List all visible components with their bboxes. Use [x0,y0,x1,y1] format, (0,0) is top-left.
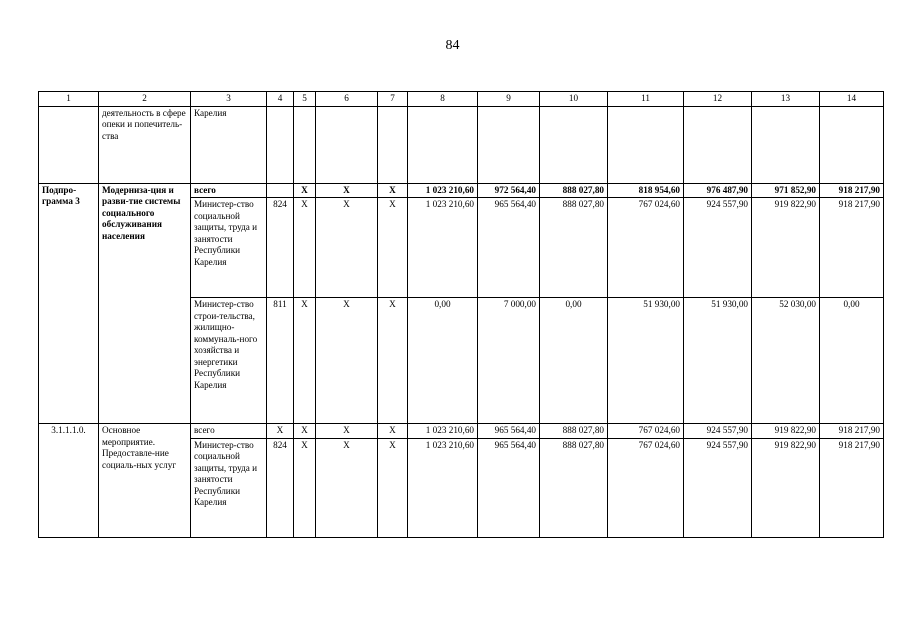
column-header: 13 [752,92,820,107]
column-header: 7 [378,92,408,107]
rz-cell: X [294,424,316,439]
executor-cell: Министер-ство социальной защиты, труда и занятости Республики Карелия [191,438,267,537]
continuation-executor: Карелия [191,106,267,183]
column-header: 8 [408,92,478,107]
value-cell: 888 027,80 [540,424,608,439]
column-header: 5 [294,92,316,107]
table-row-subprogram-total [39,183,884,198]
value-cell: 1 023 210,60 [408,438,478,537]
value-cell: 972 564,40 [478,183,540,198]
value-cell: 919 822,90 [752,424,820,439]
executor-cell: всего [191,424,267,439]
budget-table [38,91,884,538]
value-cell: 1 023 210,60 [408,183,478,198]
value-cell: 924 557,90 [684,424,752,439]
vr-cell: X [378,438,408,537]
column-header: 14 [820,92,884,107]
value-cell: 0,00 [408,298,478,424]
column-header: 6 [316,92,378,107]
vr-cell: X [378,424,408,439]
value-cell: 0,00 [820,298,884,424]
column-header: 3 [191,92,267,107]
value-cell: 965 564,40 [478,424,540,439]
value-cell: 965 564,40 [478,438,540,537]
value-cell: 919 822,90 [752,198,820,298]
csr-cell: X [316,198,378,298]
value-cell: 52 030,00 [752,298,820,424]
rz-cell: X [294,183,316,198]
csr-cell: X [316,298,378,424]
column-header: 2 [99,92,191,107]
value-cell: 918 217,90 [820,183,884,198]
value-cell: 918 217,90 [820,424,884,439]
csr-cell: X [316,438,378,537]
column-header: 1 [39,92,99,107]
csr-cell: X [316,183,378,198]
csr-cell: X [316,424,378,439]
column-number-row [39,92,884,107]
continuation-name: деятельность в сфере опеки и попечитель-ства [99,106,191,183]
grbs-cell: X [267,424,294,439]
value-cell: 767 024,60 [608,424,684,439]
subprogram-name: Модерниза-ция и разви-тие системы социального обслуживания населения [99,183,191,424]
rz-cell: X [294,438,316,537]
column-header: 4 [267,92,294,107]
executor-cell: Министер-ство строи-тельства, жилищно-коммуналь-ного хозяйства и энергетики Республики Карелия [191,298,267,424]
value-cell: 51 930,00 [684,298,752,424]
table-cell [39,106,99,183]
table-row-measure-total [39,424,884,439]
column-header: 10 [540,92,608,107]
value-cell: 924 557,90 [684,198,752,298]
value-cell: 971 852,90 [752,183,820,198]
value-cell: 0,00 [540,298,608,424]
value-cell: 51 930,00 [608,298,684,424]
vr-cell: X [378,183,408,198]
column-header: 12 [684,92,752,107]
grbs-cell: 824 [267,198,294,298]
value-cell: 7 000,00 [478,298,540,424]
subprogram-code: Подпро-грамма 3 [39,183,99,424]
executor-cell: Министер-ство социальной защиты, труда и занятости Республики Карелия [191,198,267,298]
column-header: 11 [608,92,684,107]
grbs-cell: 811 [267,298,294,424]
value-cell: 918 217,90 [820,198,884,298]
value-cell: 976 487,90 [684,183,752,198]
grbs-cell [267,183,294,198]
value-cell: 919 822,90 [752,438,820,537]
column-header: 9 [478,92,540,107]
value-cell: 888 027,80 [540,438,608,537]
value-cell: 1 023 210,60 [408,424,478,439]
value-cell: 1 023 210,60 [408,198,478,298]
value-cell: 767 024,60 [608,438,684,537]
value-cell: 965 564,40 [478,198,540,298]
rz-cell: X [294,298,316,424]
value-cell: 888 027,80 [540,183,608,198]
grbs-cell: 824 [267,438,294,537]
vr-cell: X [378,298,408,424]
table-row-continuation [39,106,884,183]
value-cell: 888 027,80 [540,198,608,298]
value-cell: 767 024,60 [608,198,684,298]
value-cell: 818 954,60 [608,183,684,198]
executor-cell: всего [191,183,267,198]
page-number: 84 [445,38,460,53]
measure-code: 3.1.1.1.0. [39,424,99,538]
vr-cell: X [378,198,408,298]
value-cell: 924 557,90 [684,438,752,537]
rz-cell: X [294,198,316,298]
value-cell: 918 217,90 [820,438,884,537]
measure-name: Основное мероприятие. Предоставле-ние социаль-ных услуг [99,424,191,538]
